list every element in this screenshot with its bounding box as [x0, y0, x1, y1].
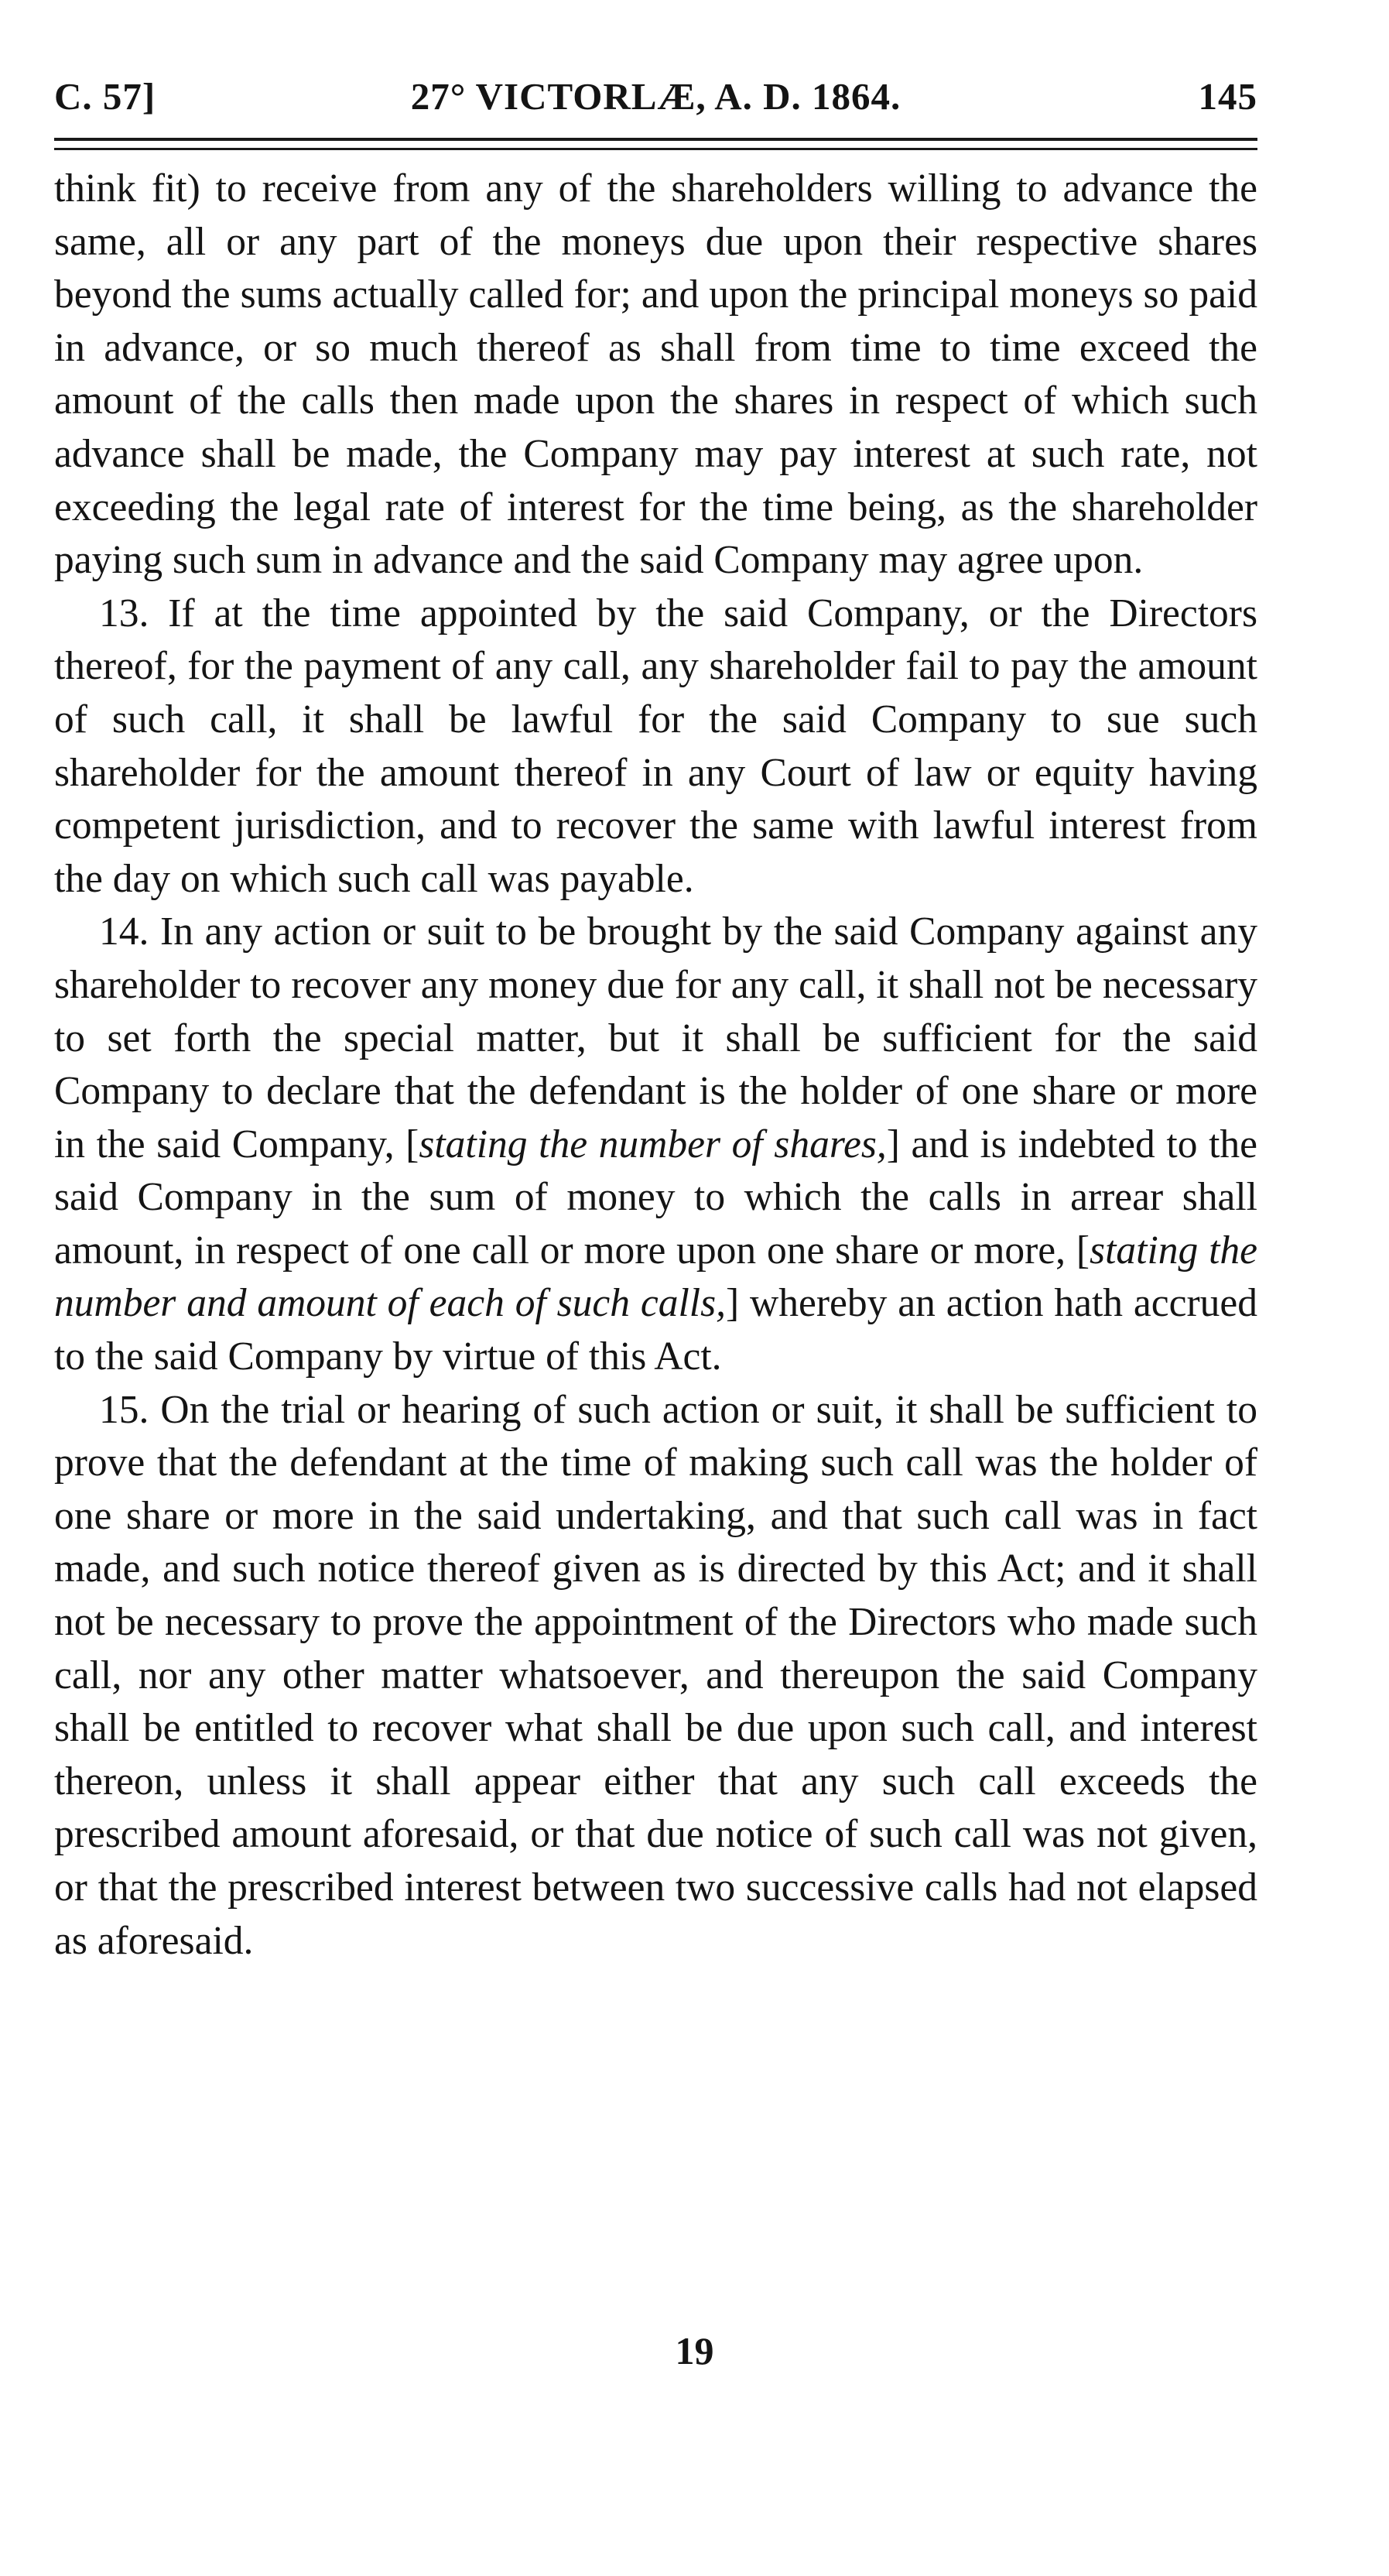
header-page-number: 145: [1198, 75, 1257, 118]
section-14: [54, 906, 1257, 1383]
paragraph-text: think fit) to receive from any of the shareholders willing to advance the same, all or any part of the moneys due upon their respective shares beyond the sums actually called for; and upon the principal moneys so paid in advance, or so much thereof as shall from time to time exceed the amount of the calls then made upon the shares in respect of which such advance shall be made, the Company may pay interest at such rate, not exceeding the legal rate of interest for the time being, as the shareholder paying such sum in advance and the said Company may agree upon.: [54, 166, 1257, 583]
body-text: [54, 163, 1257, 1968]
header-rule-bottom: [54, 148, 1257, 150]
running-header: [54, 74, 1257, 136]
header-title: 27° VICTORLÆ, A. D. 1864.: [410, 75, 901, 118]
section-15: [54, 1384, 1257, 1968]
section-13: [54, 587, 1257, 906]
header-chapter: C. 57]: [54, 75, 156, 118]
header-rule-top: [54, 138, 1257, 141]
italic-insertion: stating the number of shares,: [419, 1122, 887, 1166]
italic-insertion: stating the number and amount of each of such calls,: [54, 1228, 1257, 1326]
signature-folio: 19: [675, 2329, 714, 2372]
paragraph-text: 13. If at the time appointed by the said Company, or the Directors thereof, for the payment of any call, any shareholder fail to pay the amount of such call, it shall be lawful for the said Company to sue such shareholder for the amount thereof in any Court of law or equity having competent jurisdiction, and to recover the same with lawful interest from the day on which such call was payable.: [54, 591, 1257, 901]
paragraph-text: 14. In any action or suit to be brought by the said Company against any shareholder to recover any money due for any call, it shall not be necessary to set forth the special matter, but it shall be sufficient for the said Company to declare that the defendant is the holder of one share or more in the said Company, [: [54, 909, 1257, 1166]
paragraph-text: ] and is indebted to the said Company in the sum of money to which the calls in arrear shall amount, in respect of one call or more upon one share or more, [: [54, 1122, 1257, 1273]
paragraph-text: ] whereby an action hath accrued to the said Company by virtue of this Act.: [54, 1281, 1258, 1379]
paragraph-continuation: [54, 163, 1257, 587]
paragraph-text: 15. On the trial or hearing of such action or suit, it shall be sufficient to prove that the defendant at the time of making such call was the holder of one share or more in the said undertaking, and that such call was in fact made, and such notice thereof given as is directed by this Act; and it shall not be necessary to prove the appointment of the Directors who made such call, nor any other matter whatsoever, and thereupon the said Company shall be entitled to recover what shall be due upon such call, and interest thereon, unless it shall appear either that any such call exceeds the prescribed amount aforesaid, or that due notice of such call was not given, or that the prescribed interest between two successive calls had not elapsed as aforesaid.: [54, 1387, 1257, 1963]
